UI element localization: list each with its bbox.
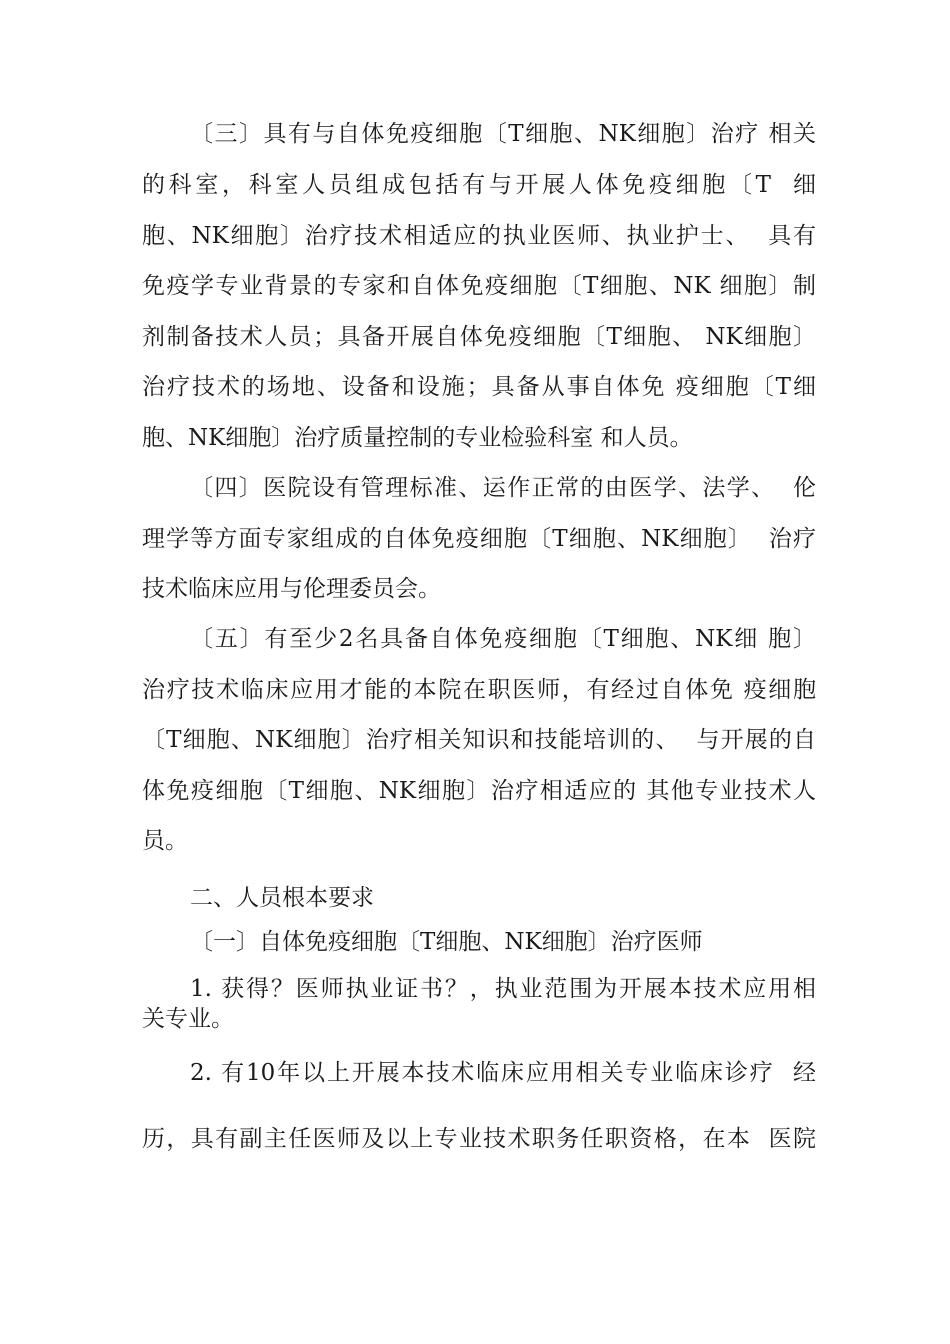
text-line: 员。 (142, 828, 188, 854)
text-line: 治疗技术临床应用才能的本院在职医师，有经过自体免 疫细胞 (142, 677, 816, 703)
text-line: 1. 获得？医师执业证书？，执业范围为开展本技术应用相 (190, 976, 816, 1002)
section-heading: 二、人员根本要求 (190, 885, 374, 911)
text-line: 治疗技术的场地、设备和设施；具备从事自体免 疫细胞〔T细 (142, 374, 816, 400)
text-line: 胞、NK细胞〕治疗技术相适应的执业医师、执业护士、 具有 (142, 223, 816, 249)
text-line: 体免疫细胞〔T细胞、NK细胞〕治疗相适应的 其他专业技术人 (142, 778, 816, 804)
text-line: 剂制备技术人员；具备开展自体免疫细胞〔T细胞、 NK细胞〕 (142, 324, 816, 350)
text-line: 的科室，科室人员组成包括有与开展人体免疫细胞〔T 细 (142, 172, 816, 198)
text-line: 〔四〕医院设有管理标准、运作正常的由医学、法学、 伦 (190, 475, 816, 501)
subsection-heading: 〔一〕自体免疫细胞〔T细胞、NK细胞〕治疗医师 (190, 929, 703, 955)
text-line: 历，具有副主任医师及以上专业技术职务任职资格，在本 医院 (142, 1126, 816, 1152)
text-line: 理学等方面专家组成的自体免疫细胞〔T细胞、NK细胞〕 治疗 (142, 526, 816, 552)
text-line: 〔T细胞、NK细胞〕治疗相关知识和技能培训的、 与开展的自 (142, 727, 816, 753)
text-line: 胞、NK细胞〕治疗质量控制的专业检验科室 和人员。 (142, 425, 693, 451)
text-line: 免疫学专业背景的专家和自体免疫细胞〔T细胞、NK 细胞〕制 (142, 273, 816, 299)
text-line: 〔五〕有至少2名具备自体免疫细胞〔T细胞、NK细 胞〕 (190, 626, 816, 652)
text-line: 2. 有10年以上开展本技术临床应用相关专业临床诊疗 经 (190, 1060, 816, 1086)
text-line: 技术临床应用与伦理委员会。 (142, 576, 441, 602)
text-line: 〔三〕具有与自体免疫细胞〔T细胞、NK细胞〕治疗 相关 (190, 121, 816, 147)
text-line: 关专业。 (142, 1006, 234, 1032)
